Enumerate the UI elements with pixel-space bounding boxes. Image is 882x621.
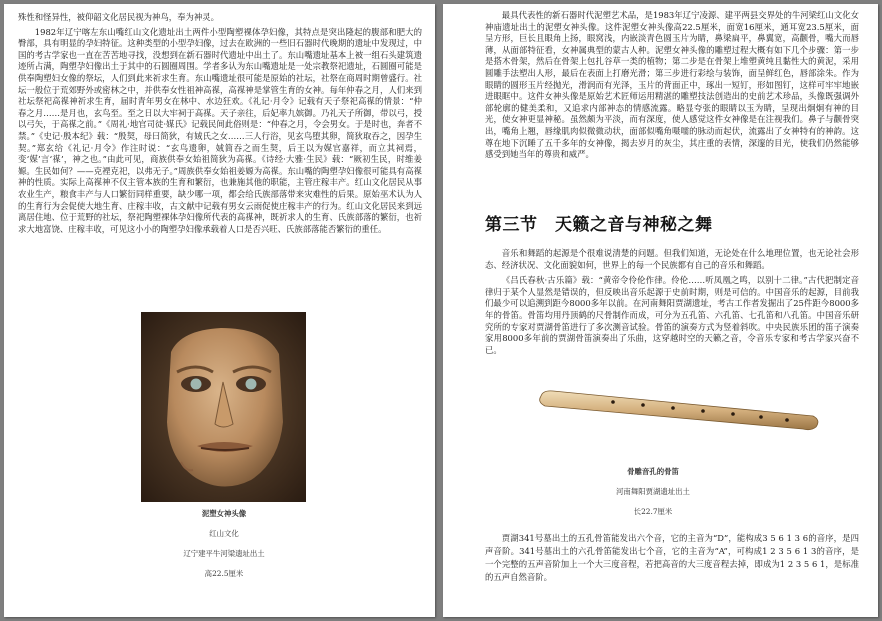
pitch-paragraph: 贾湖341号墓出土的五孔骨笛能发出六个音，它的主音为“D”，能构成3 5 6 1 3 6的音序，是四声音阶。341号墓出土的六孔骨笛能发出七个音，它的主音为“A”，可构成1 2 3 5 6 1 3的音序，是一个完整的五声音阶加上一个大三度音程，若把高音的大三度音程去掉，即成为1 2 3 5 6 1，是标准的五声自然音阶。 [485, 533, 859, 582]
right-text-block-2 [485, 248, 859, 356]
mask-caption-culture: 红山文化 [209, 529, 239, 538]
left-paragraph: 1982年辽宁喀左东山嘴红山文化遗址出土两件小型陶塑裸体孕妇像，其特点是突出隆起的腹部和肥大的臀部，具有明显的孕妇特征。这种类型的小型孕妇像，过去在欧洲的一些旧石器时代晚期的遗址中发现过，中国的考古学家也一直在苦苦地寻找，没想到在新石器时代遗址中出土了。东山嘴遗址基本上被一组石头建筑遗迹所占满，陶塑孕妇像出土于其中的石圆圈周围。学者多认为东山嘴遗址是一处宗教祭祀遗址，石圆圈可能是供奉陶塑妇女像的祭坛，人们到此来祈求生育。东山嘴遗址很可能是原始的社坛，社祭在商周时期曾盛行。社坛一般位于荒郊野外或密林之中，并供奉女性祖神高禖，高禖神是掌管生育的女神。每年仲春之月，人们来到社坛祭祀高禖神祈求生育，届时青年男女在林中、水边狂欢。《礼记·月令》记载有天子祭祀高禖的情景：“仲春之月……是月也，玄鸟至。至之日以大牢祠于高禖。天子亲往，后妃率九嫔御。乃礼天子所御，带以弓，授以弓矢，于高禖之前。”《周礼·地官司徒·媒氏》记载民间此俗则是：“仲春之月，令会男女。于是时也，奔者不禁。”《史记·殷本纪》载：“殷契，母曰简狄，有娀氏之女……三人行浴，见玄鸟堕其卵，简狄取吞之，因孕生契。”郑玄给《礼记·月令》作注时说：“玄鸟遗卵，娀简吞之而生契，后王以为媒官嘉祥，而立其祠焉，变‘媒’言‘禖’，神之也。”由此可见，商族供奉女始祖简狄为高禖。《诗经·大雅·生民》载：“厥初生民，时维姜嫄。生民如何？——克禋克祀，以弗无子。”周族供奉女始祖姜嫄为高禖。东山嘴的陶塑孕妇像很可能具有高禖神的性质。实际上高禖神不仅主管本族的生育和繁衍，也兼施其他的职能，主管庄稼丰产。红山文化居民从事农业生产，粮食丰产与人口繁衍同样重要，缺少哪一项，都会给氏族部落带来灾难性的后果。原始巫术认为人的生育行为会促使大地生育、庄稼丰收，古文献中记载有男女云雨促使庄稼丰产的行为。红山文化居民来到远离居住地、位于荒野的社坛，祭祀陶塑裸体孕妇像所代表的高禖神，既祈求人的生育、氏族部落的繁衍，也祈求大地富饶、庄稼丰收，可见这小小的陶塑孕妇像承载着人口是否兴旺、氏族部落能否繁衍的重任。 [18, 26, 422, 234]
right-text-block-3 [485, 532, 859, 584]
mask-caption-title: 泥塑女神头像 [201, 509, 247, 518]
right-page [443, 4, 878, 617]
music-intro-paragraph: 音乐和舞蹈的起源是个很难说清楚的问题。但我们知道，无论处在什么地理位置，也无论社会形态、经济状况、文化面貌如何，世界上的每一个民族都有自己的音乐和舞蹈。 [485, 248, 859, 270]
flute-caption-source: 河南舞阳贾湖遗址出土 [616, 487, 690, 496]
right-text-block-1 [485, 10, 859, 161]
section-heading: 第三节 天籁之音与神秘之舞 [485, 215, 713, 235]
left-top-line: 殊性和怪异性，被仰韶文化居民视为神鸟，奉为神灵。 [18, 12, 219, 22]
flute-caption-title: 骨雕音孔的骨笛 [627, 467, 679, 476]
flute-caption-size: 长22.7厘米 [633, 507, 673, 516]
bone-flute-photo [533, 382, 823, 438]
left-page [4, 4, 435, 617]
mask-caption-source: 辽宁建平牛河梁遗址出土 [183, 549, 265, 558]
bone-flute-paragraph: 《吕氏春秋·古乐篇》载：“黄帝令伶伦作律。伶伦……听凤凰之鸣，以别十二律。”古代把制定音律归于某个人显然是错误的，但反映出音乐起源于史前时期，则是可信的。中国音乐的起源，目前我们最少可以追溯到距今8000多年以前。在河南舞阳贾湖遗址，考古工作者发掘出了25件距今8000多年的骨笛。骨笛均用丹顶鹤的尺骨制作而成，可分为五孔笛、六孔笛、七孔笛和八孔笛。中国音乐研究所的专家对贾湖骨笛进行了多次测音试验。骨笛的演奏方式为竖着斜吹。中央民族乐团的笛子演奏家用8000多年前的贾湖骨笛演奏出了乐曲，这穿越时空的天籁之音，令音乐专家和考古学家兴奋不已。 [485, 275, 859, 355]
goddess-paragraph: 最具代表性的新石器时代泥塑艺术品，是1983年辽宁凌源、建平两县交界处的牛河梁红山文化女神庙遗址出土的泥塑女神头像。这件泥塑女神头像高22.5厘米，面宽16厘米，通耳宽23.5厘米，面呈方形，巨长且眼角上扬，眼窝浅，内嵌淡青色圆玉片为睛，鼻梁扁平，鼻翼宽，高颧骨，嘴大而唇薄，从面部特征看，女神属典型的蒙古人种。泥塑女神头像的雕塑过程大概有如下几个步骤：第一步是搭木骨架，然后在骨架上包扎谷草一类的植物；第二步是在骨架上堆塑黄纯且黏性大的黄泥，采用圆雕手法塑出人形，最后在表面上打磨光滑；第三步进行彩绘与装饰，面呈鲜红色，唇部涂朱。作为眼睛的圆形玉片经抛光，滑润而有光泽，玉片的背面正中，琢出一短钉，形如图钉，这样可牢牢地嵌进眼眶中。这件女神头像是原始艺术匠师运用精湛的雕塑技法创造出的史前艺术珍品，头像既强调外部轮廓的健美柔和，又追求内部神态的情感流露。略显夸张的眼睛以玉为睛，呈现出炯炯有神的目光，使女神更显神秘。虽然颇为平淡，而有深度，使人感觉这件女神像是在注视我们。鼻子与颧骨突出，嘴角上翘，唇缘肌肉似微微动状，面部似嘴角嗫嚅的脉动而起伏，流露出了女神特有的神韵。这尊在地下沉睡了五千多年的女神像，揭去岁月的灰尘，其庄重的表情，深邃的目光，使我们仍然能够感受到她当年的尊贵和威严。 [485, 10, 859, 160]
clay-goddess-head-photo [141, 312, 306, 502]
mask-caption-size: 高22.5厘米 [204, 569, 244, 578]
left-text-block [18, 12, 422, 235]
